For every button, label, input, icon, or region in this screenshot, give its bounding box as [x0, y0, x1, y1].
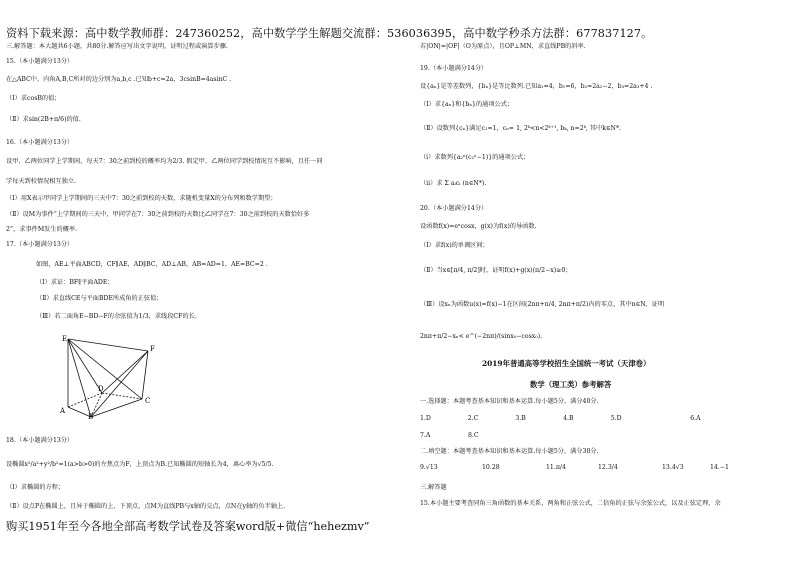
q20-line5: 2nπ+π/2−xₙ< e^(−2nπ)/(sinx₀−cosx₀). — [420, 333, 543, 340]
answer-11: 11.π/4 — [546, 464, 566, 471]
q16-line2: 学每天到校情况相互独立. — [6, 178, 77, 185]
q20-heading: 20.（本小题满分14分） — [420, 205, 488, 212]
answer-title: 2019年普通高等学校招生全国统一考试（天津卷） — [482, 359, 651, 368]
q18-part1: （Ⅰ）求椭圆的方程； — [6, 484, 65, 491]
q17-part1: （Ⅰ）求证：BF∥平面ADE； — [36, 279, 114, 286]
fig-label-b: B — [88, 413, 94, 420]
fig-label-e: E — [62, 335, 68, 343]
q16-line5: 2”，求事件M发生的概率. — [6, 226, 78, 233]
fill-answers — [420, 465, 750, 471]
q17-line1: 如图，AE⊥平面ABCD，CF∥AE，AD∥BC，AD⊥AB，AB=AD=1，AE=BC=2 . — [36, 261, 268, 268]
answer-4: 4.B — [563, 415, 574, 422]
answer-8: 8.C — [468, 432, 479, 439]
section-solutions: 三.解答题 — [420, 484, 447, 491]
answer-7: 7.A — [420, 432, 431, 439]
answer-10: 10.28 — [482, 464, 500, 471]
q15-part1: （Ⅰ）求cosB的值； — [6, 95, 61, 102]
answer-3: 3.B — [515, 415, 526, 422]
answer-14: 14.−1 — [710, 464, 729, 471]
footer-banner: 购买1951年至今各地全部高考数学试卷及答案word版+微信“hehezmv” — [6, 520, 370, 533]
answer-subtitle: 数学（理工类）参考解答 — [530, 380, 612, 389]
q20-line1: 设函数f(x)=eˣcosx，g(x)为f(x)的导函数. — [420, 223, 537, 230]
q19-part2: （Ⅱ）设数列{cₙ}满足c₁=1，cₙ= 1, 2ᵏ<n<2ᵏ⁺¹, bₖ, n=2ᵏ, 其中k∈N*. — [420, 125, 621, 132]
q19-part2-i: （i）求数列{a₂ⁿ(c₂ⁿ−1)}的通项公式； — [420, 154, 530, 161]
fig-label-d: D — [98, 385, 104, 393]
q18-part2: （Ⅱ）设点P在椭圆上，且异于椭圆的上、下顶点，点M为直线PB与x轴的交点，点N在y轴的负半轴上. — [6, 503, 286, 510]
section-fill: 二.填空题：本题考查基本知识和基本运算.每小题5分，满分30分. — [420, 448, 599, 455]
q17-part2: （Ⅱ）求直线CE与平面BDE所成角的正弦值； — [36, 295, 163, 302]
section-intro: 三.解答题：本大题共6小题，共80分.解答应写出文字说明，证明过程或演算步骤. — [6, 43, 228, 50]
q18-heading: 18.（本小题满分13分） — [6, 437, 74, 444]
answer-12: 12.3/4 — [598, 464, 618, 471]
header-banner: 资料下载来源：高中数学教师群：247360252，高中数学学生解题交流群：536036395，高中数学秒杀方法群：677837127。 — [6, 27, 653, 40]
answer-6: 6.A — [690, 415, 701, 422]
q17-part3: （Ⅲ）若二面角E−BD−F的余弦值为1/3，求线段CF的长. — [36, 313, 197, 320]
answer-5: 5.D — [610, 415, 622, 422]
q20-part1: （Ⅰ）求f(x)的单调区间； — [420, 242, 489, 249]
solution-15: 15.本小题主要考查同角三角函数的基本关系，两角和正弦公式，二倍角的正弦与余弦公式，以及正弦定理、余 — [420, 500, 721, 507]
choice-answers — [420, 416, 730, 422]
q19-part1: （Ⅰ）求{aₙ}和{bₙ}的通项公式； — [420, 101, 514, 108]
choice-answers-2 — [420, 433, 516, 439]
q16-line1: 设甲、乙两位同学上学期间，每天7：30之前到校的概率均为2/3. 假定甲、乙两位同学到校情况互不影响，且任一同 — [6, 158, 323, 165]
fig-label-f: F — [150, 345, 155, 353]
q16-heading: 16.（本小题满分13分） — [6, 139, 74, 146]
q16-part2: （Ⅱ）设M为事件“上学期间的三天中，甲同学在7：30之前到校的天数比乙同学在7：30之前到校的天数恰好多 — [6, 211, 310, 218]
q19-heading: 19.（本小题满分14分） — [420, 65, 488, 72]
q18-continued: 若|ON|=|OF|（O为原点），且OP⊥MN，求直线PB的斜率. — [420, 43, 586, 50]
q15-line1: 在△ABC中，内角A,B,C所对的边分别为a,b,c .已知b+c=2a，3csinB=4asinC . — [6, 76, 232, 83]
q20-part2: （Ⅱ）当x∈[π/4, π/2]时，证明f(x)+g(x)(π/2−x)≥0； — [420, 267, 572, 274]
q20-part3: （Ⅲ）设xₙ为函数u(x)=f(x)−1在区间(2nπ+π/4, 2nπ+π/2)内的零点，其中n∈N，证明 — [420, 301, 665, 308]
fig-label-a: A — [60, 407, 66, 415]
answer-9: 9.√13 — [420, 464, 438, 471]
q19-line1: 设{aₙ}是等差数列，{bₙ}是等比数列.已知a₁=4，b₁=6，b₂=2a₂−2，b₃=2a₃+4 . — [420, 83, 653, 90]
answer-1: 1.D — [420, 415, 431, 422]
q17-heading: 17.（本小题满分13分） — [6, 241, 74, 248]
q15-heading: 15.（本小题满分13分） — [6, 58, 74, 65]
answer-13: 13.4√3 — [662, 464, 684, 471]
q18-line1: 设椭圆x²/a²+y²/b²=1(a>b>0)的左焦点为F，上顶点为B.已知椭圆的短轴长为4，离心率为√5/5. — [6, 461, 274, 468]
q19-part2-ii: （ii）求 Σ aᵢcᵢ (n∈N*). — [420, 180, 487, 187]
answer-2: 2.C — [467, 415, 479, 422]
section-choice: 一.选择题：本题考查基本知识和基本运算.每小题5分，满分40分. — [420, 398, 599, 405]
fig-label-c: C — [145, 397, 151, 405]
q16-part1: （Ⅰ）用X表示甲同学上学期间的三天中7：30之前到校的天数，求随机变量X的分布列和数学期望； — [6, 195, 277, 202]
q17-figure — [56, 335, 166, 420]
q15-part2: （Ⅱ）求sin(2B+π/6)的值. — [6, 116, 81, 123]
